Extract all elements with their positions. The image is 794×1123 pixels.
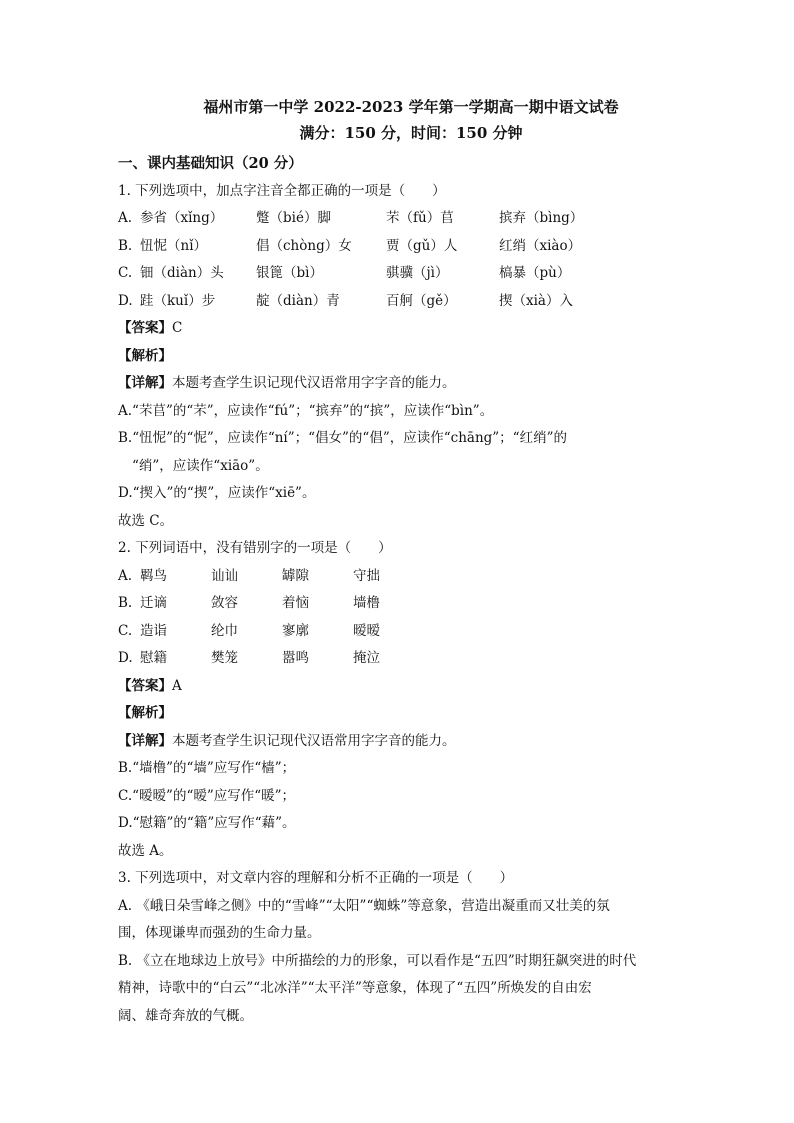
option-row-d — [118, 288, 694, 316]
option-item: 嚣鸣 — [282, 650, 309, 666]
detail-tag: 【详解】 — [118, 732, 172, 749]
option-row-b — [118, 590, 694, 618]
analysis-tag: 【解析】 — [118, 705, 172, 721]
option-item: 造诣 — [140, 622, 167, 639]
option-label: C. — [118, 265, 133, 281]
option-item: 揳（xià）入 — [499, 292, 573, 309]
option-b-line: 精神，诗歌中的“白云”“北冰洋”“太平洋”等意象，体现了“五四”所焕发的自由宏 — [118, 980, 592, 996]
detail-tag: 【详解】 — [118, 375, 172, 391]
option-label: C. — [118, 622, 133, 639]
option-item: 寥廓 — [282, 622, 309, 639]
option-item: 红绡（xiào） — [499, 237, 582, 254]
option-row-c — [118, 618, 694, 646]
answer-tag: 【答案】 — [118, 677, 172, 694]
detail-line — [118, 370, 694, 398]
option-item: 罅隙 — [282, 567, 309, 584]
option-item: 银篦（bì） — [256, 265, 323, 281]
option-item: 钿（diàn）头 — [140, 265, 224, 281]
option-item: 敛容 — [211, 595, 238, 611]
explain-line: D.“揳入”的“揳”，应读作“xiē”。 — [118, 485, 316, 501]
option-item: 芣（fǔ）苢 — [386, 210, 454, 226]
option-label: B. — [118, 595, 133, 611]
exam-title: 福州市第一中学 2022-2023 学年第一学期高一期中语文试卷 — [203, 98, 619, 116]
option-item: 讪讪 — [211, 567, 238, 584]
option-label: A. — [118, 210, 133, 226]
option-item: 跬（kuǐ）步 — [140, 292, 216, 309]
explain-line: B.“忸怩”的“怩”，应读作“ní”；“倡女”的“倡”，应读作“chāng”；“红绡”的 — [118, 430, 567, 446]
answer-value: C — [172, 320, 183, 336]
exam-subtitle: 满分：150 分，时间：150 分钟 — [299, 124, 523, 142]
option-item: 蹩（bié）脚 — [256, 210, 331, 226]
option-item: 忸怩（nǐ） — [140, 237, 208, 254]
option-b-line: 阔、雄奇奔放的气概。 — [118, 1007, 253, 1024]
option-item: 墙橹 — [353, 595, 380, 611]
option-label: B. — [118, 237, 133, 254]
option-item: 槁暴（pù） — [499, 265, 571, 281]
option-row-b — [118, 233, 694, 261]
option-label: A. — [118, 567, 133, 584]
option-row-c — [118, 260, 694, 288]
analysis-tag: 【解析】 — [118, 347, 172, 364]
option-label: D. — [118, 292, 133, 309]
option-b-line: B. 《立在地球边上放号》中所描绘的力的形象，可以看作是“五四”时期狂飙突进的时代 — [118, 952, 637, 969]
option-item: 羁鸟 — [140, 567, 167, 584]
answer-line — [118, 315, 694, 343]
section-heading: 一、课内基础知识（20 分） — [118, 155, 303, 172]
detail-text: 本题考查学生识记现代汉语常用字字音的能力。 — [172, 375, 456, 391]
option-row-a — [118, 563, 694, 591]
explain-line: C.“暧暧”的“暧”应写作“暖”； — [118, 787, 296, 804]
question-2 — [118, 535, 694, 865]
option-item: 贾（gǔ）人 — [386, 237, 458, 254]
option-item: 百舸（gě） — [386, 292, 457, 309]
option-item: 摈弃（bìng） — [499, 210, 584, 226]
question-stem: 3. 下列选项中，对文章内容的理解和分析不正确的一项是（ ） — [118, 870, 514, 886]
option-item: 靛（diàn）青 — [256, 292, 340, 309]
answer-line — [118, 673, 694, 701]
answer-value: A — [172, 677, 182, 694]
option-row-a — [118, 205, 694, 233]
explain-line: A.“芣苢”的“芣”，应读作“fú”；“摈弃”的“摈”，应读作“bìn”。 — [118, 402, 494, 419]
question-3 — [118, 865, 694, 1030]
question-stem: 1. 下列选项中，加点字注音全都正确的一项是（ ） — [118, 182, 446, 199]
question-stem: 2. 下列词语中，没有错别字的一项是（ ） — [118, 540, 392, 556]
detail-line — [118, 728, 694, 756]
option-item: 参省（xǐng） — [140, 210, 224, 226]
explain-line: D.“慰籍”的“籍”应写作“藉”。 — [118, 815, 296, 831]
detail-text: 本题考查学生识记现代汉语常用字字音的能力。 — [172, 732, 456, 749]
option-item: 守拙 — [353, 567, 380, 584]
option-label: D. — [118, 650, 133, 666]
explain-line: B.“墙橹”的“墙”应写作“樯”； — [118, 760, 296, 776]
answer-tag: 【答案】 — [118, 320, 172, 336]
option-item: 慰籍 — [140, 650, 167, 666]
option-item: 掩泣 — [353, 650, 380, 666]
option-item: 暧暧 — [353, 622, 380, 639]
option-item: 纶巾 — [211, 622, 238, 639]
option-row-d — [118, 645, 694, 673]
option-item: 樊笼 — [211, 650, 238, 666]
explain-line: “绡”，应读作“xiāo”。 — [132, 457, 269, 474]
option-item: 倡（chòng）女 — [256, 237, 352, 254]
question-1 — [118, 178, 694, 536]
option-item: 迁谪 — [140, 595, 167, 611]
option-a-line: 围，体现谦卑而强劲的生命力量。 — [118, 925, 321, 941]
option-item: 着恼 — [282, 595, 309, 611]
option-item: 骐骥（jì） — [386, 265, 449, 281]
conclusion-line: 故选 A。 — [118, 842, 173, 859]
conclusion-line: 故选 C。 — [118, 512, 174, 529]
option-a-line: A. 《峨日朵雪峰之侧》中的“雪峰”“太阳”“蜘蛛”等意象，营造出凝重而又壮美的氛 — [118, 897, 610, 914]
